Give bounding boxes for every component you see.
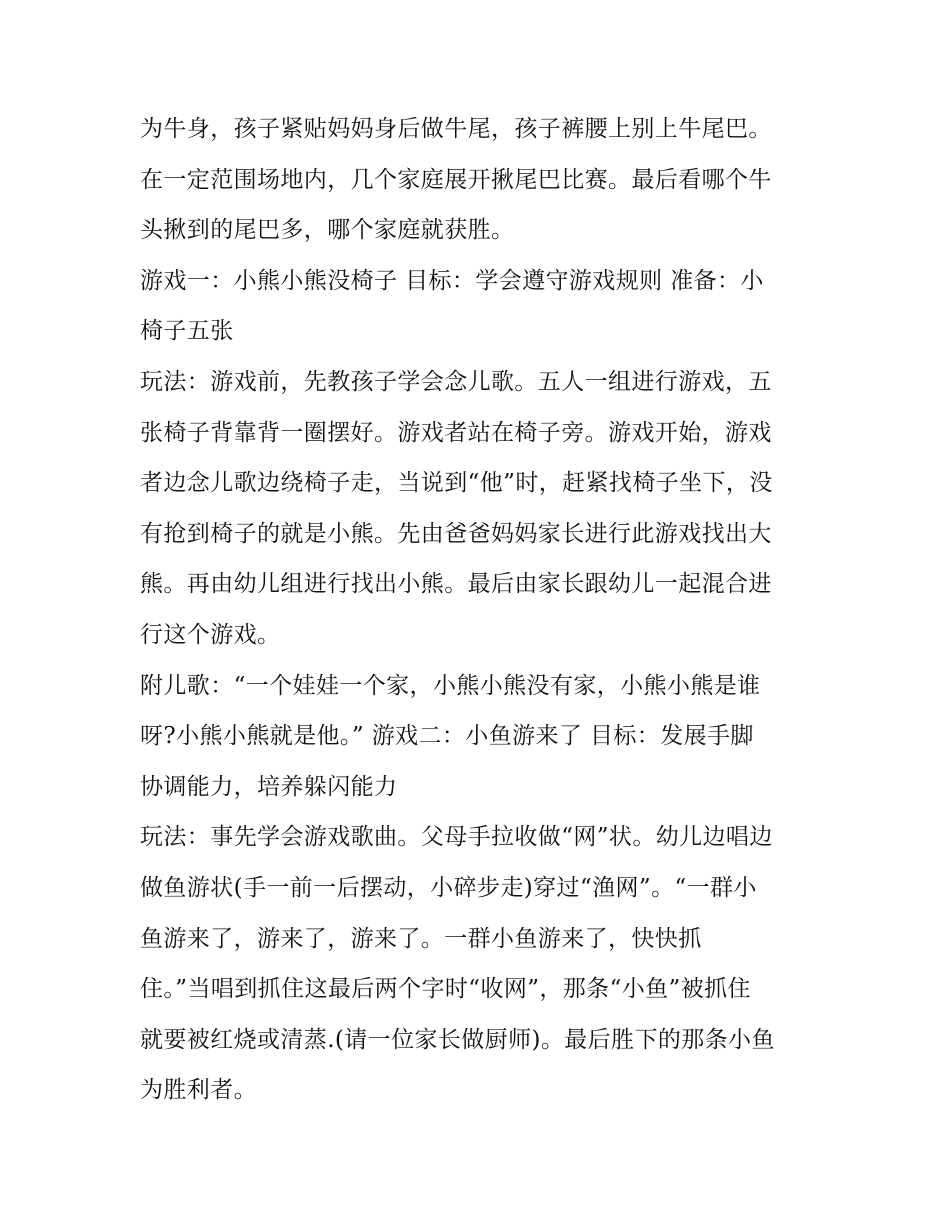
- text-line: 为牛身，孩子紧贴妈妈身后做牛尾，孩子裤腰上别上牛尾巴。: [140, 116, 772, 142]
- text-line: 行这个游戏。: [140, 621, 281, 648]
- text-line: 张椅子背靠背一圈摆好。游戏者站在椅子旁。游戏开始，游戏: [140, 419, 772, 446]
- text-line: 为胜利者。: [140, 1077, 257, 1104]
- text-line: 玩法：事先学会游戏歌曲。父母手拉收做“网”状。幼儿边唱边: [140, 824, 773, 851]
- text-line: 鱼游来了，游来了，游来了。一群小鱼游来了，快快抓: [140, 925, 702, 952]
- text-line: 有抢到椅子的就是小熊。先由爸爸妈妈家长进行此游戏找出大: [140, 520, 772, 547]
- text-line: 呀?小熊小熊就是他。” 游戏二：小鱼游来了 目标：发展手脚: [140, 723, 754, 750]
- text-line: 玩法：游戏前，先教孩子学会念儿歌。五人一组进行游戏，五: [140, 368, 772, 395]
- document-page: [140, 104, 820, 1116]
- text-line: 住。”当唱到抓住这最后两个字时“收网”，那条“小鱼”被抓住: [140, 976, 751, 1003]
- text-line: 在一定范围场地内，几个家庭展开揪尾巴比赛。最后看哪个牛: [140, 166, 772, 193]
- text-line: 熊。再由幼儿组进行找出小熊。最后由家长跟幼儿一起混合进: [140, 571, 772, 598]
- text-line: 者边念儿歌边绕椅子走，当说到“他”时，赶紧找椅子坐下，没: [140, 470, 773, 497]
- text-line: 附儿歌：“一个娃娃一个家，小熊小熊没有家，小熊小熊是谁: [140, 672, 761, 699]
- text-line: 椅子五张: [140, 318, 234, 345]
- text-line: 协调能力，培养躲闪能力: [140, 773, 398, 800]
- text-line: 就要被红烧或清蒸.(请一位家长做厨师)。最后胜下的那条小鱼: [140, 1026, 775, 1053]
- text-line: 做鱼游状(手一前一后摆动，小碎步走)穿过“渔网”。“一群小: [140, 874, 757, 901]
- text-line: 游戏一：小熊小熊没椅子 目标：学会遵守游戏规则 准备：小: [140, 267, 764, 294]
- text-line: 头揪到的尾巴多，哪个家庭就获胜。: [140, 217, 515, 244]
